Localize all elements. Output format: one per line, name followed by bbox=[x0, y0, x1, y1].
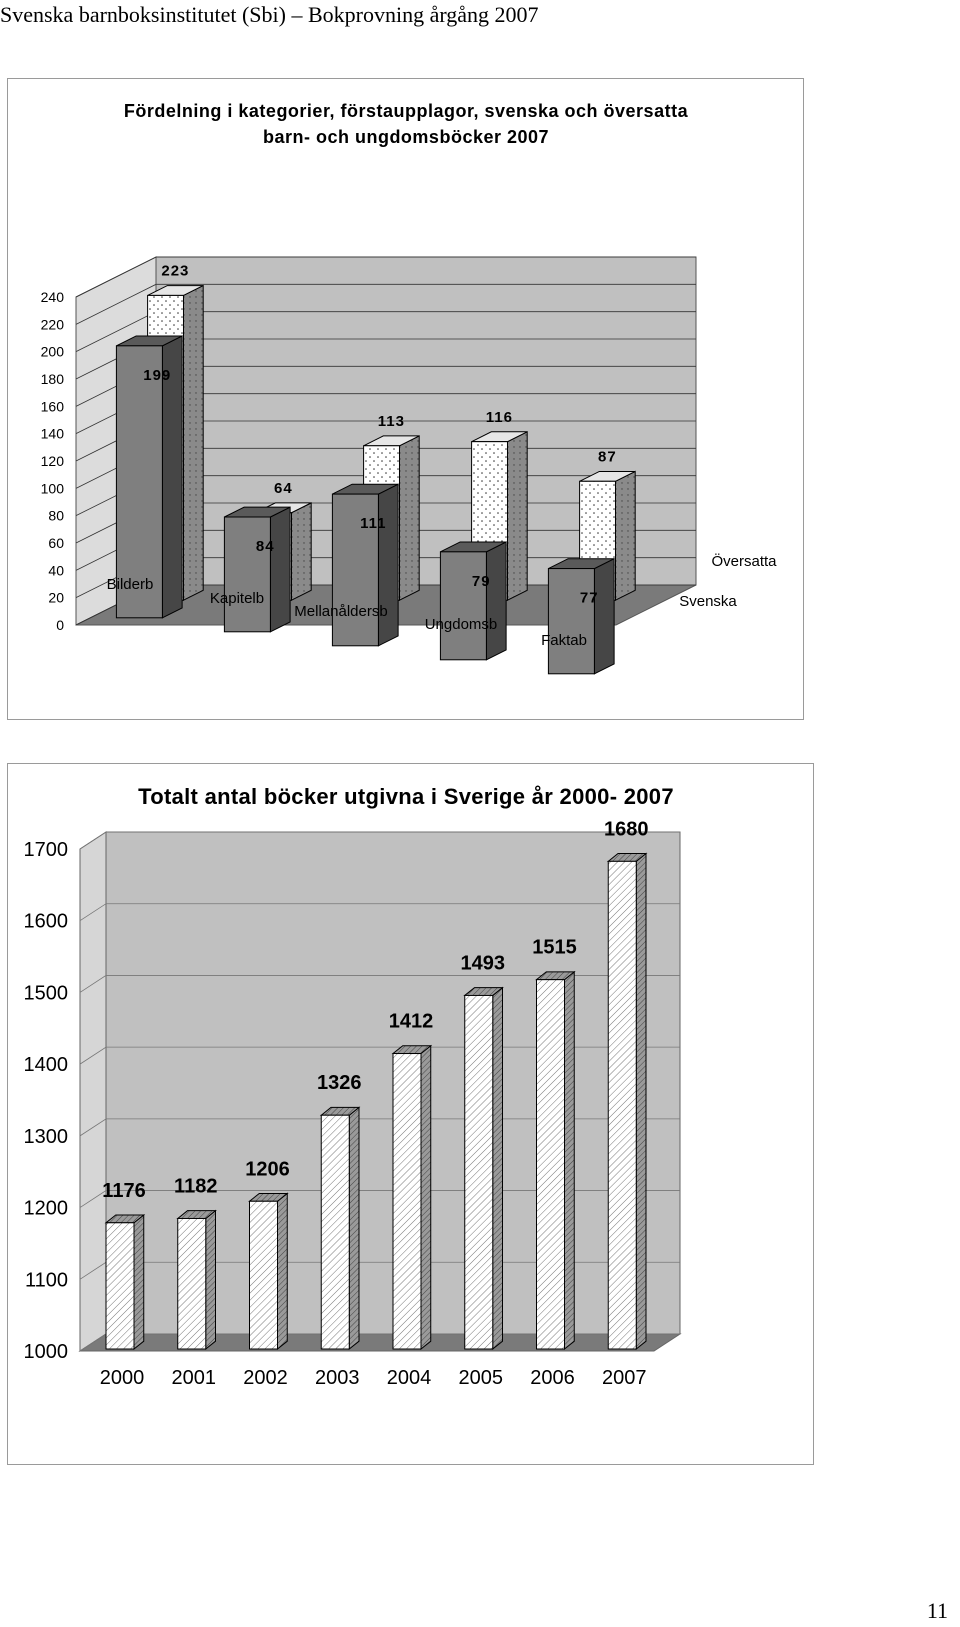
y-tick-label: 100 bbox=[40, 480, 64, 497]
x-category-label: Kapitelb bbox=[209, 590, 265, 607]
series-label-oversatta: Översatta bbox=[711, 553, 777, 570]
bar-side bbox=[493, 988, 503, 1349]
data-label-svenska: 111 bbox=[360, 515, 387, 533]
total-books-chart-svg bbox=[8, 764, 813, 1464]
y-tick-label: 1300 bbox=[23, 1125, 68, 1148]
x-tick-label: 2006 bbox=[530, 1367, 575, 1389]
x-tick-label: 2001 bbox=[171, 1367, 216, 1389]
y-tick-label: 140 bbox=[40, 425, 64, 442]
data-label-oversatta: 116 bbox=[485, 408, 514, 426]
x-category-label: Bilderb bbox=[106, 576, 154, 593]
y-tick-label: 180 bbox=[40, 371, 64, 387]
y-tick-label: 40 bbox=[48, 562, 64, 579]
bar-side bbox=[565, 972, 575, 1349]
data-label-oversatta: 113 bbox=[377, 412, 406, 430]
x-category-label: Faktab bbox=[541, 632, 587, 649]
bar-side bbox=[636, 854, 646, 1349]
y-tick-label: 1600 bbox=[23, 910, 68, 933]
bar bbox=[393, 1054, 421, 1349]
data-label: 1326 bbox=[317, 1072, 362, 1095]
x-tick-label: 2004 bbox=[386, 1367, 432, 1389]
y-tick-label: 200 bbox=[40, 343, 64, 360]
data-label: 1515 bbox=[532, 936, 577, 959]
y-tick-label: 1200 bbox=[23, 1197, 68, 1220]
y-tick-label: 80 bbox=[48, 507, 64, 524]
series-label-svenska: Svenska bbox=[679, 593, 737, 610]
bar-svenska bbox=[224, 517, 270, 632]
bar-svenska-side bbox=[594, 559, 614, 674]
bar-side bbox=[349, 1107, 359, 1349]
bar-oversatta-side bbox=[291, 503, 311, 600]
category-distribution-chart bbox=[7, 78, 804, 720]
x-tick-label: 2005 bbox=[458, 1367, 503, 1389]
data-label: 1176 bbox=[102, 1179, 146, 1202]
bar bbox=[178, 1218, 206, 1349]
x-tick-label: 2000 bbox=[99, 1367, 145, 1389]
data-label-oversatta: 223 bbox=[161, 262, 190, 280]
bar bbox=[106, 1223, 134, 1349]
bar-svenska-side bbox=[378, 484, 398, 646]
data-label: 1182 bbox=[174, 1175, 218, 1198]
bar-oversatta-side bbox=[507, 432, 527, 600]
bar-side bbox=[134, 1215, 144, 1349]
y-tick-label: 1700 bbox=[23, 839, 68, 861]
floor bbox=[80, 1334, 680, 1351]
chart-title-line: barn- och ungdomsböcker 2007 bbox=[262, 127, 550, 147]
bar bbox=[537, 980, 565, 1349]
bar-svenska bbox=[440, 552, 486, 660]
x-tick-label: 2007 bbox=[602, 1367, 647, 1389]
data-label-oversatta: 64 bbox=[274, 479, 293, 497]
y-tick-label: 1400 bbox=[23, 1054, 68, 1077]
x-category-label: Ungdomsb bbox=[424, 616, 498, 633]
y-tick-label: 1000 bbox=[23, 1341, 68, 1363]
bar bbox=[321, 1115, 349, 1349]
x-tick-label: 2002 bbox=[243, 1367, 288, 1389]
bar bbox=[250, 1201, 278, 1349]
y-tick-label: 20 bbox=[48, 589, 64, 606]
data-label-svenska: 79 bbox=[471, 572, 491, 590]
bar-oversatta-side bbox=[615, 471, 635, 600]
y-tick-label: 120 bbox=[40, 453, 64, 469]
page-number: 11 bbox=[926, 1598, 948, 1623]
bar-oversatta-side bbox=[183, 286, 203, 601]
data-label-svenska: 84 bbox=[255, 538, 275, 556]
data-label: 1412 bbox=[388, 1010, 434, 1033]
y-tick-label: 220 bbox=[40, 316, 64, 333]
side-wall bbox=[80, 832, 106, 1351]
bar-side bbox=[206, 1211, 216, 1349]
bar-svenska-side bbox=[270, 507, 290, 632]
bar-oversatta-side bbox=[399, 436, 419, 600]
data-label: 1680 bbox=[604, 818, 649, 841]
x-tick-label: 2003 bbox=[315, 1367, 360, 1389]
total-books-chart bbox=[7, 763, 814, 1465]
chart-title: Totalt antal böcker utgivna i Sverige år 2000- 2007 bbox=[138, 784, 674, 809]
bar-side bbox=[421, 1046, 431, 1349]
y-tick-label: 60 bbox=[48, 535, 64, 551]
y-tick-label: 160 bbox=[40, 398, 64, 415]
y-tick-label: 1500 bbox=[23, 982, 68, 1005]
bar-svenska bbox=[548, 569, 594, 674]
data-label: 1493 bbox=[460, 952, 505, 975]
chart-title-line: Fördelning i kategorier, förstaupplagor, svenska och översatta bbox=[123, 101, 689, 121]
bar bbox=[608, 861, 636, 1349]
bar-svenska-side bbox=[486, 542, 506, 660]
bar-side bbox=[278, 1193, 288, 1349]
bar bbox=[465, 995, 493, 1349]
data-label: 1206 bbox=[245, 1158, 290, 1181]
page-header: Svenska barnboksinstitutet (Sbi) – Bokprovning årgång 2007 bbox=[0, 2, 539, 27]
y-tick-label: 0 bbox=[56, 617, 64, 633]
data-label-oversatta: 87 bbox=[598, 448, 617, 466]
y-tick-label: 1100 bbox=[24, 1269, 68, 1292]
data-label-svenska: 199 bbox=[143, 366, 172, 384]
y-tick-label: 240 bbox=[40, 289, 64, 305]
x-category-label: Mellanåldersb bbox=[294, 603, 388, 620]
data-label-svenska: 77 bbox=[579, 589, 599, 607]
category-distribution-chart-svg bbox=[8, 79, 803, 719]
